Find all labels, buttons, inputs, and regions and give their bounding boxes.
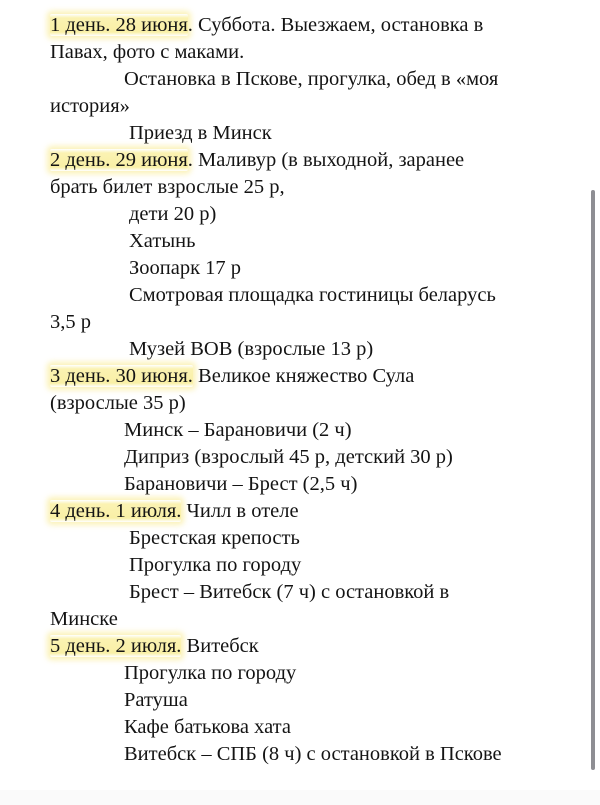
text-line: Павах, фото с маками. xyxy=(50,41,245,63)
day-2-highlight: 2 день. 29 июня xyxy=(50,149,188,171)
text-line: история» xyxy=(50,95,130,117)
text-line: (взрослые 35 р) xyxy=(50,392,186,414)
text-line: Кафе батькова хата xyxy=(124,716,291,738)
text-line: Прогулка по городу xyxy=(124,662,297,684)
text-line: брать билет взрослые 25 р, xyxy=(50,176,285,198)
day-2-heading-line xyxy=(50,147,464,173)
day-4-heading-line xyxy=(50,498,299,524)
day-5-heading-line xyxy=(50,633,259,659)
day-3-highlight: 3 день. 30 июня. xyxy=(50,365,193,387)
text-line: Ратуша xyxy=(124,689,188,711)
text-line: Брестская крепость xyxy=(129,527,300,549)
day-2-rest: . Маливур (в выходной, заранее xyxy=(187,149,465,171)
day-1-highlight: 1 день. 28 июня xyxy=(50,14,188,36)
text-line: 3,5 р xyxy=(50,311,91,333)
day-3-heading-line xyxy=(50,363,414,389)
text-line: дети 20 р) xyxy=(129,203,217,225)
day-3-rest: Великое княжество Сула xyxy=(192,365,415,387)
text-line: Музей ВОВ (взрослые 13 р) xyxy=(129,338,374,360)
text-line: Диприз (взрослый 45 р, детский 30 р) xyxy=(124,446,453,468)
day-1-rest: . Суббота. Выезжаем, остановка в xyxy=(187,14,484,36)
text-line: Прогулка по городу xyxy=(129,554,302,576)
text-line: Брест – Витебск (7 ч) с остановкой в xyxy=(129,581,450,603)
text-line: Хатынь xyxy=(129,230,196,252)
text-line: Минск – Барановичи (2 ч) xyxy=(124,419,352,441)
day-5-rest: Витебск xyxy=(181,635,259,657)
bottom-edge xyxy=(0,790,600,805)
text-line: Барановичи – Брест (2,5 ч) xyxy=(124,473,358,495)
vertical-scrollbar[interactable] xyxy=(591,190,595,770)
text-line: Смотровая площадка гостиницы беларусь xyxy=(129,284,496,306)
day-4-highlight: 4 день. 1 июля. xyxy=(50,500,182,522)
day-4-rest: Чилл в отеле xyxy=(181,500,299,522)
day-1-heading-line xyxy=(50,12,483,38)
day-5-highlight: 5 день. 2 июля. xyxy=(50,635,182,657)
text-line: Остановка в Пскове, прогулка, обед в «моя xyxy=(124,68,499,90)
text-line: Зоопарк 17 р xyxy=(129,257,242,279)
text-line: Приезд в Минск xyxy=(129,122,272,144)
text-line: Витебск – СПБ (8 ч) с остановкой в Пскове xyxy=(124,743,502,765)
text-line: Минске xyxy=(50,608,118,630)
